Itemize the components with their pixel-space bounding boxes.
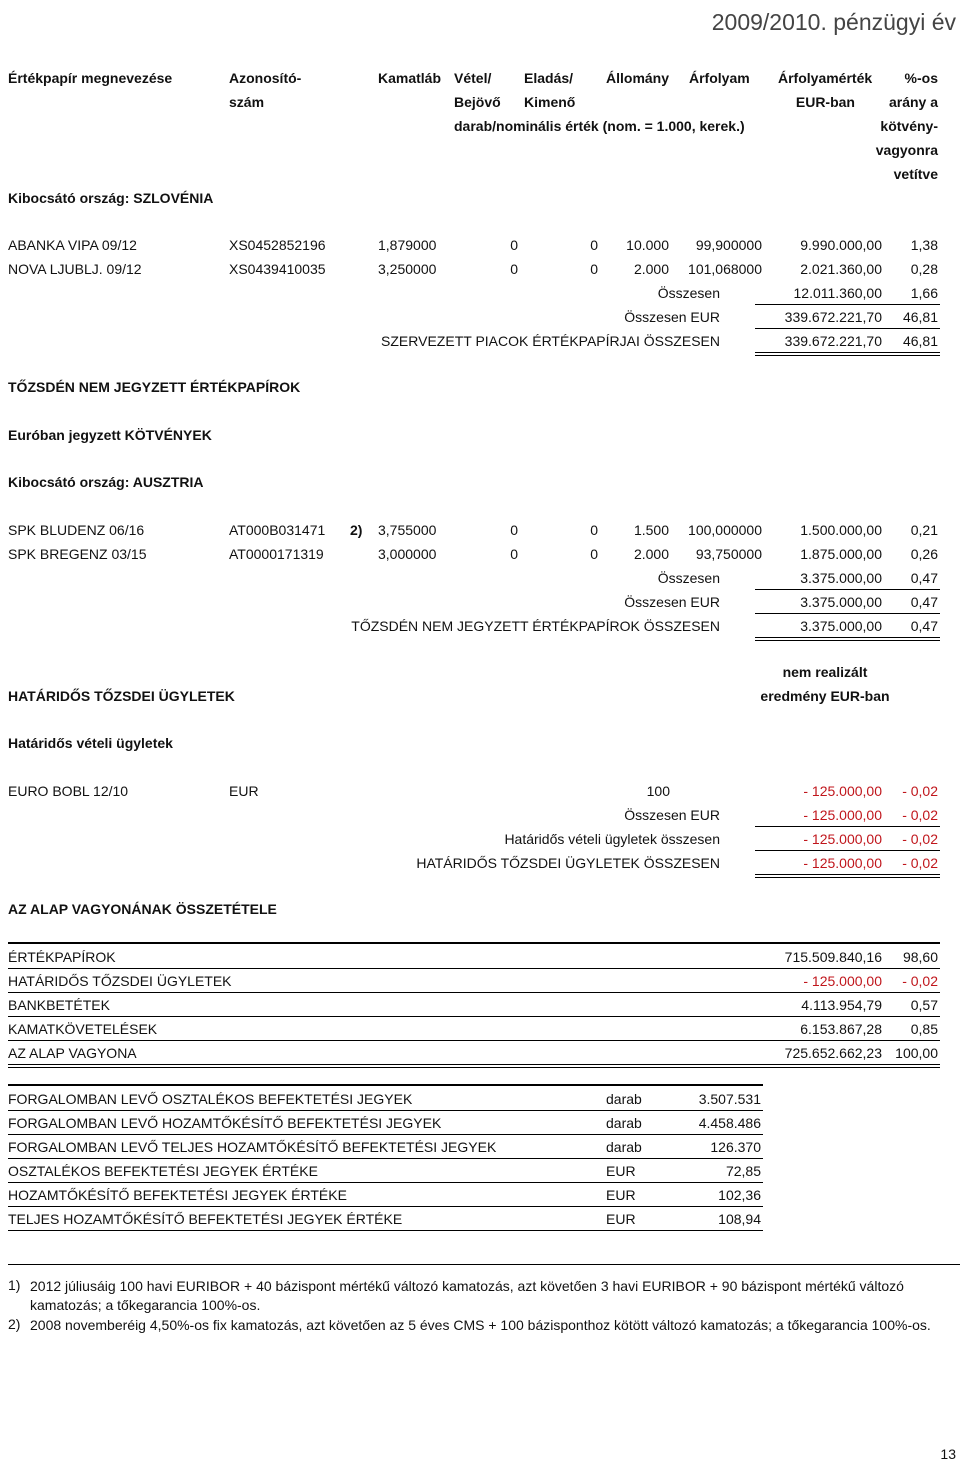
header-pct-2: arány a (888, 94, 938, 110)
total-percent: - 0,02 (902, 831, 938, 847)
total-value: 3.375.000,00 (800, 618, 882, 634)
composition-label: KAMATKÖVETELÉSEK (8, 1021, 158, 1037)
sell-qty: 0 (590, 522, 598, 538)
security-name: ABANKA VIPA 09/12 (8, 237, 137, 253)
composition-row-rule (8, 992, 940, 993)
total-value: 3.375.000,00 (800, 594, 882, 610)
units-value: 102,36 (718, 1187, 761, 1203)
composition-double-rule (8, 1067, 940, 1068)
percent: 0,28 (910, 261, 938, 277)
units-label: TELJES HOZAMTŐKÉSÍTŐ BEFEKTETÉSI JEGYEK ÉRTÉKE (8, 1211, 403, 1227)
unlisted-heading: TŐZSDÉN NEM JEGYZETT ÉRTÉKPAPÍROK (8, 379, 301, 395)
total-label: Összesen EUR (624, 309, 720, 325)
header-sell: Eladás/ (524, 70, 574, 86)
stock-qty: 2.000 (633, 261, 669, 277)
market-value: 1.875.000,00 (800, 546, 882, 562)
composition-row-rule (8, 1064, 940, 1065)
composition-row-rule (8, 1040, 940, 1041)
total-value: 339.672.221,70 (784, 333, 882, 349)
header-pct-3: kötvény- (880, 118, 938, 134)
price: 99,900000 (695, 237, 762, 253)
interest-rate: 3,755000 (378, 522, 437, 538)
composition-heading: AZ ALAP VAGYONÁNAK ÖSSZETÉTELE (8, 901, 277, 917)
futures-col-2: eredmény EUR-ban (760, 688, 890, 704)
futures-row-currency: EUR (229, 783, 259, 799)
percent: 0,21 (910, 522, 938, 538)
total-percent: 46,81 (902, 309, 938, 325)
units-label: FORGALOMBAN LEVŐ HOZAMTŐKÉSÍTŐ BEFEKTETÉSI JEGYEK (8, 1115, 442, 1131)
total-percent: 0,47 (910, 570, 938, 586)
page-title: 2009/2010. pénzügyi év (711, 9, 956, 35)
market-value: 9.990.000,00 (800, 237, 882, 253)
total-percent: - 0,02 (902, 807, 938, 823)
header-stock: Állomány (606, 70, 670, 86)
header-pct-4: vagyonra (875, 142, 938, 158)
total-value: - 125.000,00 (803, 807, 882, 823)
units-value: 3.507.531 (698, 1091, 761, 1107)
total-percent: 0,47 (910, 594, 938, 610)
total-double-underline (755, 640, 940, 641)
units-unit: darab (606, 1139, 642, 1155)
interest-rate: 3,000000 (378, 546, 437, 562)
units-unit: darab (606, 1115, 642, 1131)
total-percent: 46,81 (902, 333, 938, 349)
composition-value: 4.113.954,79 (801, 997, 882, 1013)
total-double-underline (755, 877, 940, 878)
composition-row-rule (8, 1016, 940, 1017)
total-label: TŐZSDÉN NEM JEGYZETT ÉRTÉKPAPÍROK ÖSSZESEN (351, 618, 720, 634)
units-label: FORGALOMBAN LEVŐ OSZTALÉKOS BEFEKTETÉSI JEGYEK (8, 1091, 413, 1107)
composition-label: AZ ALAP VAGYONA (8, 1045, 137, 1061)
market-value: 1.500.000,00 (800, 522, 882, 538)
total-label: Összesen (657, 285, 720, 301)
composition-percent: 0,57 (910, 997, 938, 1013)
footnote-number: 1) (8, 1277, 21, 1293)
units-label: OSZTALÉKOS BEFEKTETÉSI JEGYEK ÉRTÉKE (8, 1163, 318, 1179)
security-name: NOVA LJUBLJ. 09/12 (8, 261, 142, 277)
total-underline (755, 589, 940, 590)
units-row-rule (8, 1206, 763, 1207)
total-label: Határidős vételi ügyletek összesen (504, 831, 720, 847)
buy-qty: 0 (510, 546, 518, 562)
header-pct: %-os (904, 70, 938, 86)
header-value: Árfolyamérték (778, 70, 873, 86)
composition-value: - 125.000,00 (803, 973, 882, 989)
stock-qty: 1.500 (633, 522, 669, 538)
header-buy-2: Bejövő (454, 94, 501, 110)
total-value: 12.011.360,00 (793, 285, 882, 301)
total-value: 3.375.000,00 (800, 570, 882, 586)
footnote-number: 2) (8, 1316, 21, 1332)
country-austria: Kibocsátó ország: AUSZTRIA (8, 474, 204, 490)
units-value: 4.458.486 (698, 1115, 761, 1131)
total-percent: - 0,02 (902, 855, 938, 871)
composition-value: 715.509.840,16 (784, 949, 882, 965)
price: 100,000000 (688, 522, 762, 538)
composition-label: ÉRTÉKPAPÍROK (8, 949, 116, 965)
footnote-text: 2008 novemberéig 4,50%-os fix kamatozás, azt követően az 5 éves CMS + 100 bázisponthoz kötött változó kamatozás; a tőkegarancia 100%-os. (30, 1317, 931, 1333)
security-id: XS0439410035 (229, 261, 326, 277)
percent: 0,26 (910, 546, 938, 562)
stock-qty: 10.000 (626, 237, 669, 253)
total-label: SZERVEZETT PIACOK ÉRTÉKPAPÍRJAI ÖSSZESEN (381, 333, 720, 349)
total-underline (755, 352, 940, 353)
total-value: - 125.000,00 (803, 831, 882, 847)
units-row-rule (8, 1134, 763, 1135)
total-value: 339.672.221,70 (784, 309, 882, 325)
header-price: Árfolyam (689, 70, 750, 86)
units-value: 126.370 (710, 1139, 761, 1155)
composition-percent: 100,00 (895, 1045, 938, 1061)
futures-row-qty: 100 (646, 783, 670, 799)
sell-qty: 0 (590, 237, 598, 253)
header-pct-5: vetítve (893, 166, 938, 182)
futures-row-value: - 125.000,00 (803, 783, 882, 799)
units-value: 72,85 (725, 1163, 761, 1179)
total-label: Összesen EUR (624, 807, 720, 823)
units-unit: EUR (606, 1187, 636, 1203)
composition-row-rule (8, 968, 940, 969)
composition-percent: 98,60 (902, 949, 938, 965)
header-note: darab/nominális érték (nom. = 1.000, kerek.) (454, 118, 745, 134)
futures-row-pct: - 0,02 (902, 783, 938, 799)
composition-value: 725.652.662,23 (784, 1045, 882, 1061)
total-underline (755, 304, 940, 305)
total-percent: 1,66 (910, 285, 938, 301)
header-id-2: szám (229, 94, 265, 110)
units-label: FORGALOMBAN LEVŐ TELJES HOZAMTŐKÉSÍTŐ BEFEKTETÉSI JEGYEK (8, 1139, 497, 1155)
total-label: HATÁRIDŐS TŐZSDEI ÜGYLETEK ÖSSZESEN (416, 855, 720, 871)
futures-subheading: Határidős vételi ügyletek (8, 735, 173, 751)
composition-label: HATÁRIDŐS TŐZSDEI ÜGYLETEK (8, 973, 232, 989)
composition-percent: - 0,02 (902, 973, 938, 989)
page-number: 13 (940, 1446, 956, 1462)
composition-value: 6.153.867,28 (800, 1021, 882, 1037)
header-rate: Kamatláb (378, 70, 442, 86)
total-double-underline (755, 355, 940, 356)
units-row-rule (8, 1182, 763, 1183)
total-label: Összesen EUR (624, 594, 720, 610)
units-unit: EUR (606, 1211, 636, 1227)
total-underline (755, 613, 940, 614)
price: 93,750000 (695, 546, 762, 562)
security-id: AT0000171319 (229, 546, 324, 562)
footnote-rule (8, 1264, 960, 1265)
units-unit: EUR (606, 1163, 636, 1179)
sell-qty: 0 (590, 546, 598, 562)
percent: 1,38 (910, 237, 938, 253)
security-name: SPK BLUDENZ 06/16 (8, 522, 145, 538)
country-slovenia: Kibocsátó ország: SZLOVÉNIA (8, 190, 214, 206)
header-value-2: EUR-ban (795, 94, 855, 110)
total-underline (755, 874, 940, 875)
total-underline (755, 850, 940, 851)
header-id: Azonosító- (229, 70, 302, 86)
units-value: 108,94 (718, 1211, 761, 1227)
units-unit: darab (606, 1091, 642, 1107)
buy-qty: 0 (510, 261, 518, 277)
security-name: SPK BREGENZ 03/15 (8, 546, 147, 562)
futures-col-1: nem realizált (782, 664, 868, 680)
security-id: XS0452852196 (229, 237, 326, 253)
futures-row-name: EURO BOBL 12/10 (8, 783, 129, 799)
total-underline (755, 637, 940, 638)
total-label: Összesen (657, 570, 720, 586)
units-label: HOZAMTŐKÉSÍTŐ BEFEKTETÉSI JEGYEK ÉRTÉKE (8, 1187, 347, 1203)
units-row-rule (8, 1230, 763, 1231)
total-underline (755, 826, 940, 827)
composition-label: BANKBETÉTEK (8, 997, 110, 1013)
total-underline (755, 328, 940, 329)
units-row-rule (8, 1110, 763, 1111)
composition-top-rule (8, 942, 940, 944)
interest-rate: 3,250000 (378, 261, 437, 277)
interest-rate: 1,879000 (378, 237, 437, 253)
security-id: AT000B031471 (229, 522, 326, 538)
header-name: Értékpapír megnevezése (8, 70, 173, 86)
footnote-text: 2012 júliusáig 100 havi EURIBOR + 40 bázispont mértékű változó kamatozás, azt követően 3 havi EURIBOR + 90 bázispont mértékű változó kamatozás; a tőkegarancia 100%-os. (30, 1278, 904, 1313)
header-buy: Vétel/ (454, 70, 492, 86)
stock-qty: 2.000 (633, 546, 669, 562)
sell-qty: 0 (590, 261, 598, 277)
composition-percent: 0,85 (910, 1021, 938, 1037)
market-value: 2.021.360,00 (800, 261, 882, 277)
units-row-rule (8, 1158, 763, 1159)
buy-qty: 0 (510, 522, 518, 538)
total-value: - 125.000,00 (803, 855, 882, 871)
header-sell-2: Kimenő (524, 94, 576, 110)
unlisted-subheading: Euróban jegyzett KÖTVÉNYEK (8, 427, 212, 443)
footnote-ref: 2) (350, 522, 363, 538)
price: 101,068000 (688, 261, 762, 277)
futures-heading: HATÁRIDŐS TŐZSDEI ÜGYLETEK (8, 688, 235, 704)
buy-qty: 0 (510, 237, 518, 253)
units-top-rule (8, 1084, 763, 1086)
total-percent: 0,47 (910, 618, 938, 634)
